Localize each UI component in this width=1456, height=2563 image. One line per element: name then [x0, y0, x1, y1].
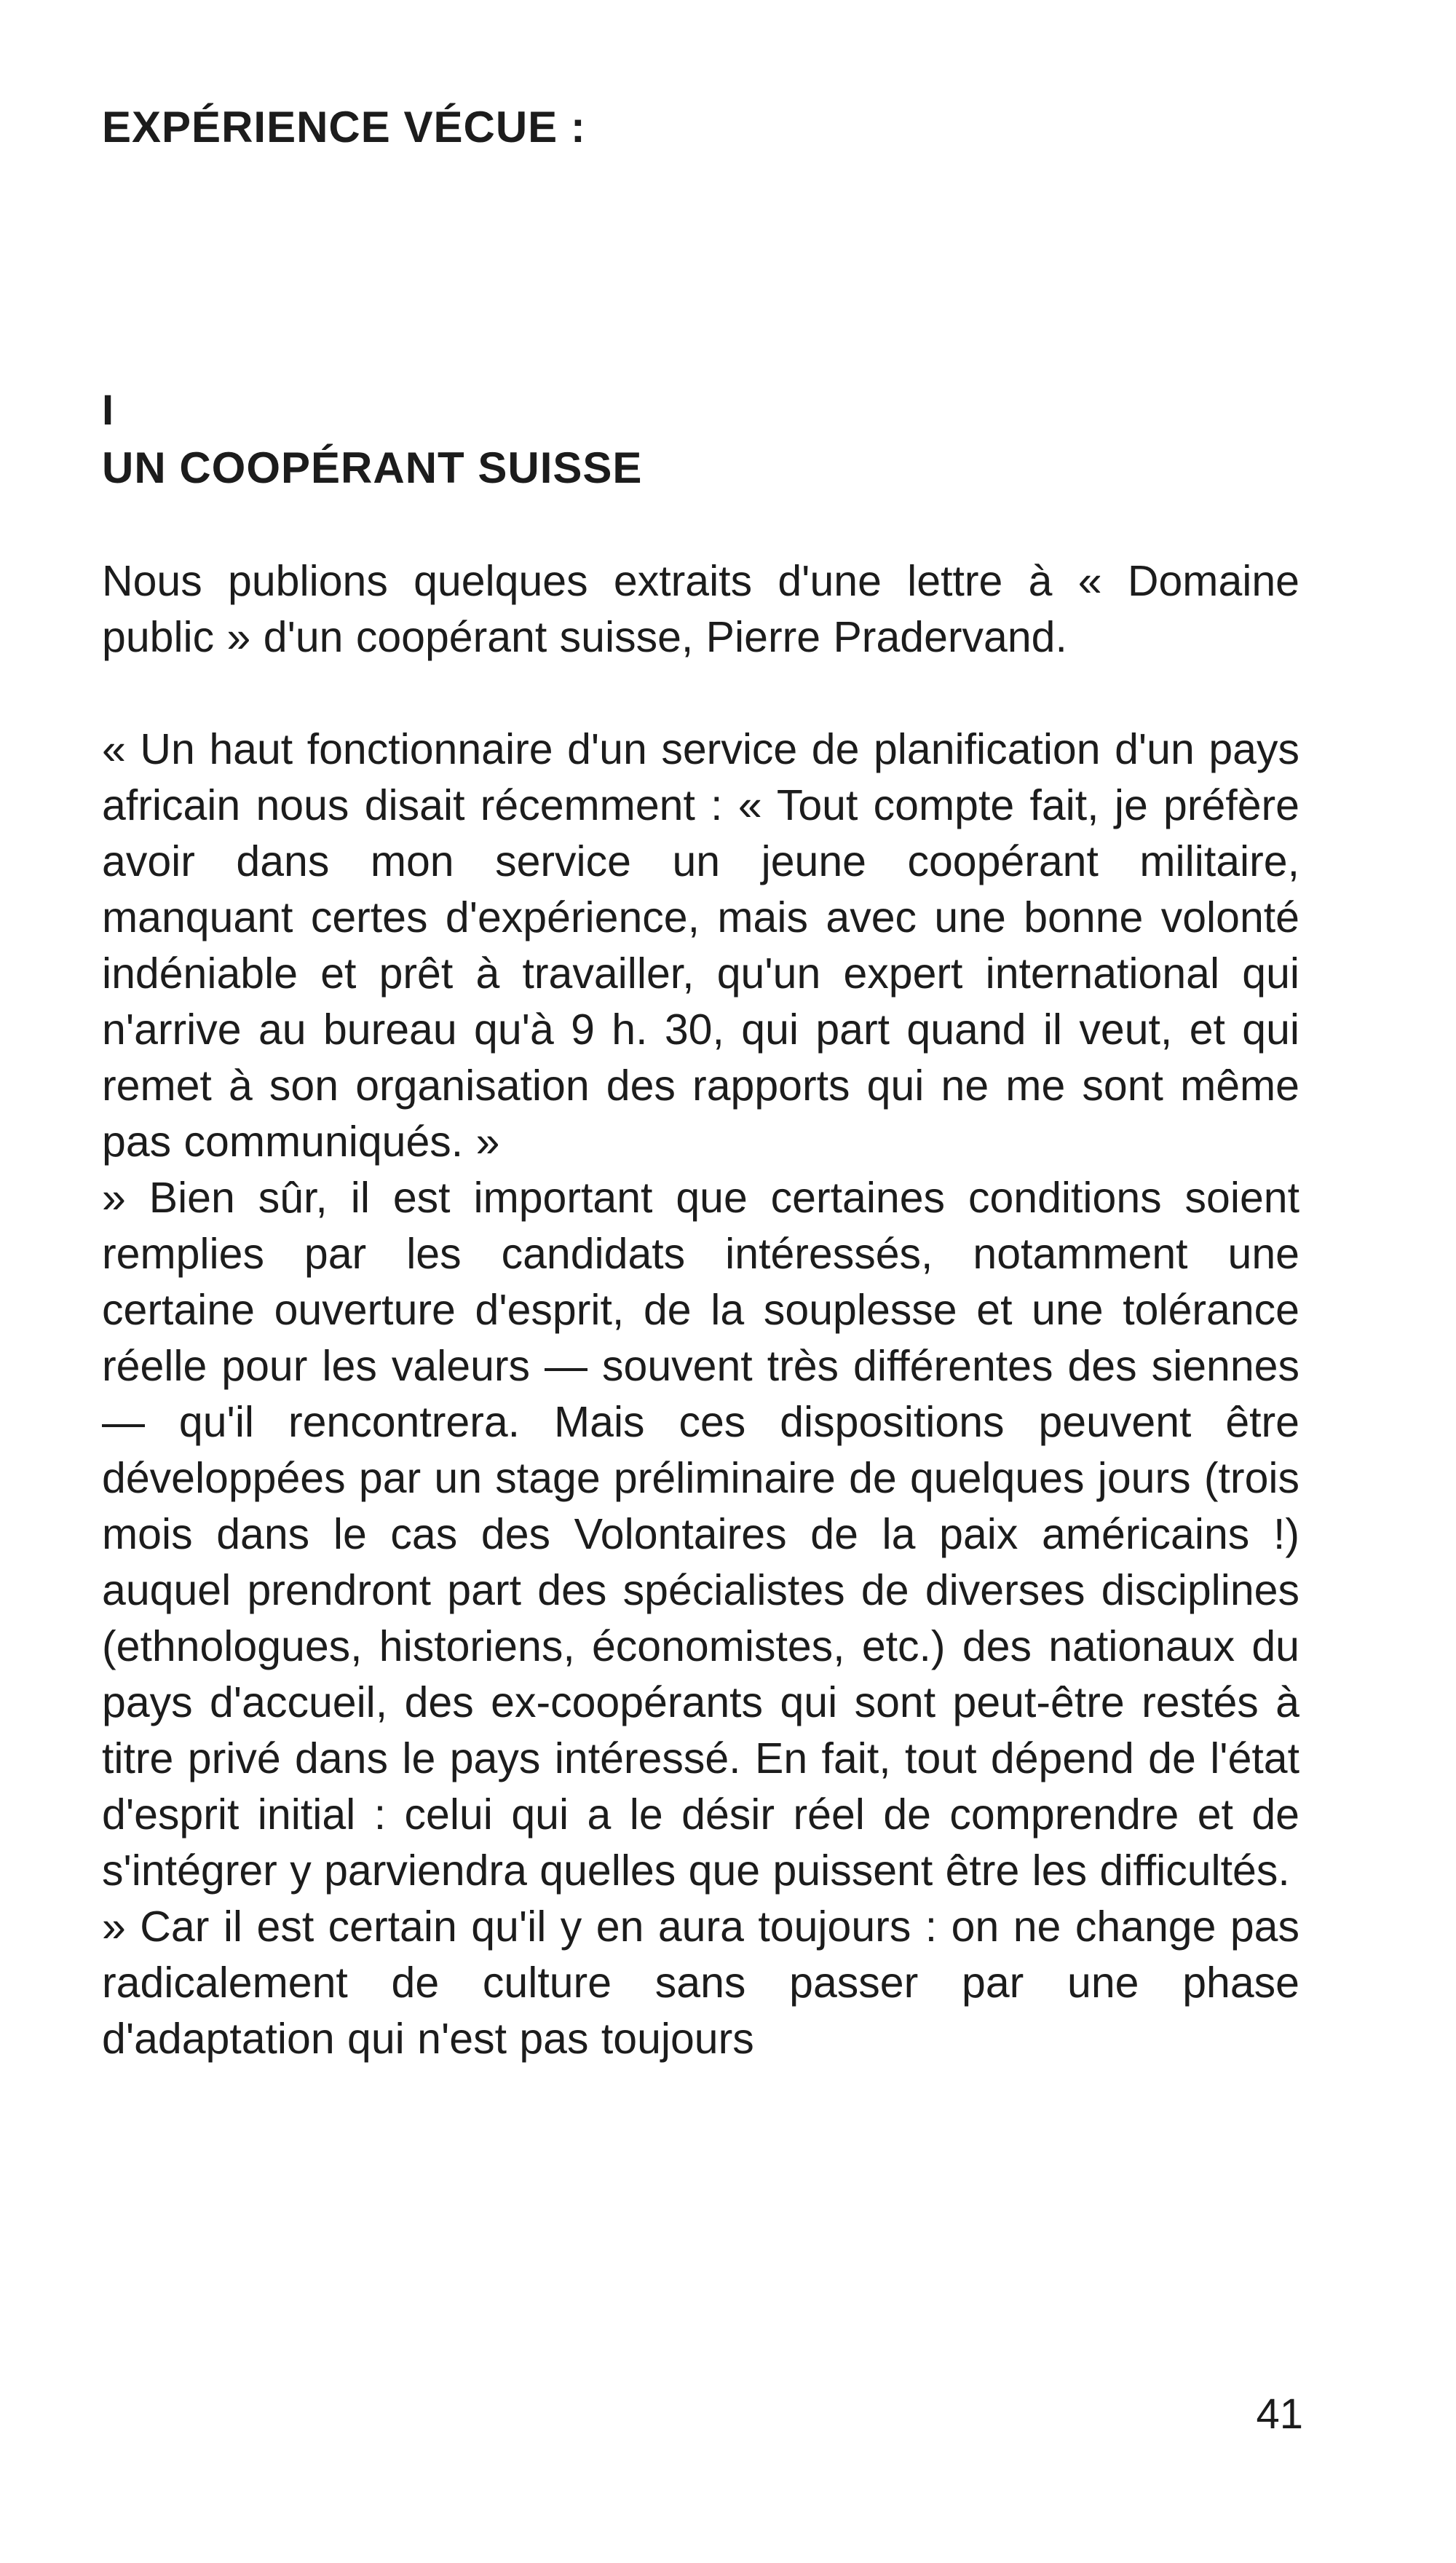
quote-paragraph: « Un haut fonctionnaire d'un service de planification d'un pays africain nous disait récemment : « Tout compte fait, je préfère avoir dans mon service un jeune coopérant militaire, manquant certes d'expérience, mais avec une bonne volonté indéniable et prêt à travailler, qu'un expert international qui n'arrive au bureau qu'à 9 h. 30, qui part quand il veut, et qui remet à son organisation des rapports qui ne me sont même pas communiqués. »: [102, 725, 1299, 1166]
body-text: [102, 553, 1299, 2067]
chapter-number: I: [102, 387, 114, 434]
body-paragraph: » Bien sûr, il est important que certaines conditions soient remplies par les candidats intéressés, notamment une certaine ouverture d'esprit, de la souplesse et une tolérance réelle pour les valeurs — souvent très différentes des siennes — qu'il rencontrera. Mais ces dispositions peuvent être développées par un stage préliminaire de quelques jours (trois mois dans le cas des Volontaires de la paix américains !) auquel prendront part des spécialistes de diverses disciplines (ethnologues, historiens, économistes, etc.) des nationaux du pays d'accueil, des ex-coopérants qui sont peut-être restés à titre privé dans le pays intéressé. En fait, tout dépend de l'état d'esprit initial : celui qui a le désir réel de comprendre et de s'intégrer y parviendra quelles que puissent être les difficultés.: [102, 1174, 1299, 1895]
chapter-title: UN COOPÉRANT SUISSE: [102, 443, 643, 492]
page-number: 41: [1256, 2390, 1303, 2438]
section-heading: EXPÉRIENCE VÉCUE :: [102, 103, 586, 151]
body-paragraph: » Car il est certain qu'il y en aura toujours : on ne change pas radicalement de culture sans passer par une phase d'adaptation qui n'est pas toujours: [102, 1903, 1299, 2063]
intro-paragraph: Nous publions quelques extraits d'une lettre à « Domaine public » d'un coopérant suisse, Pierre Pradervand.: [102, 557, 1299, 661]
